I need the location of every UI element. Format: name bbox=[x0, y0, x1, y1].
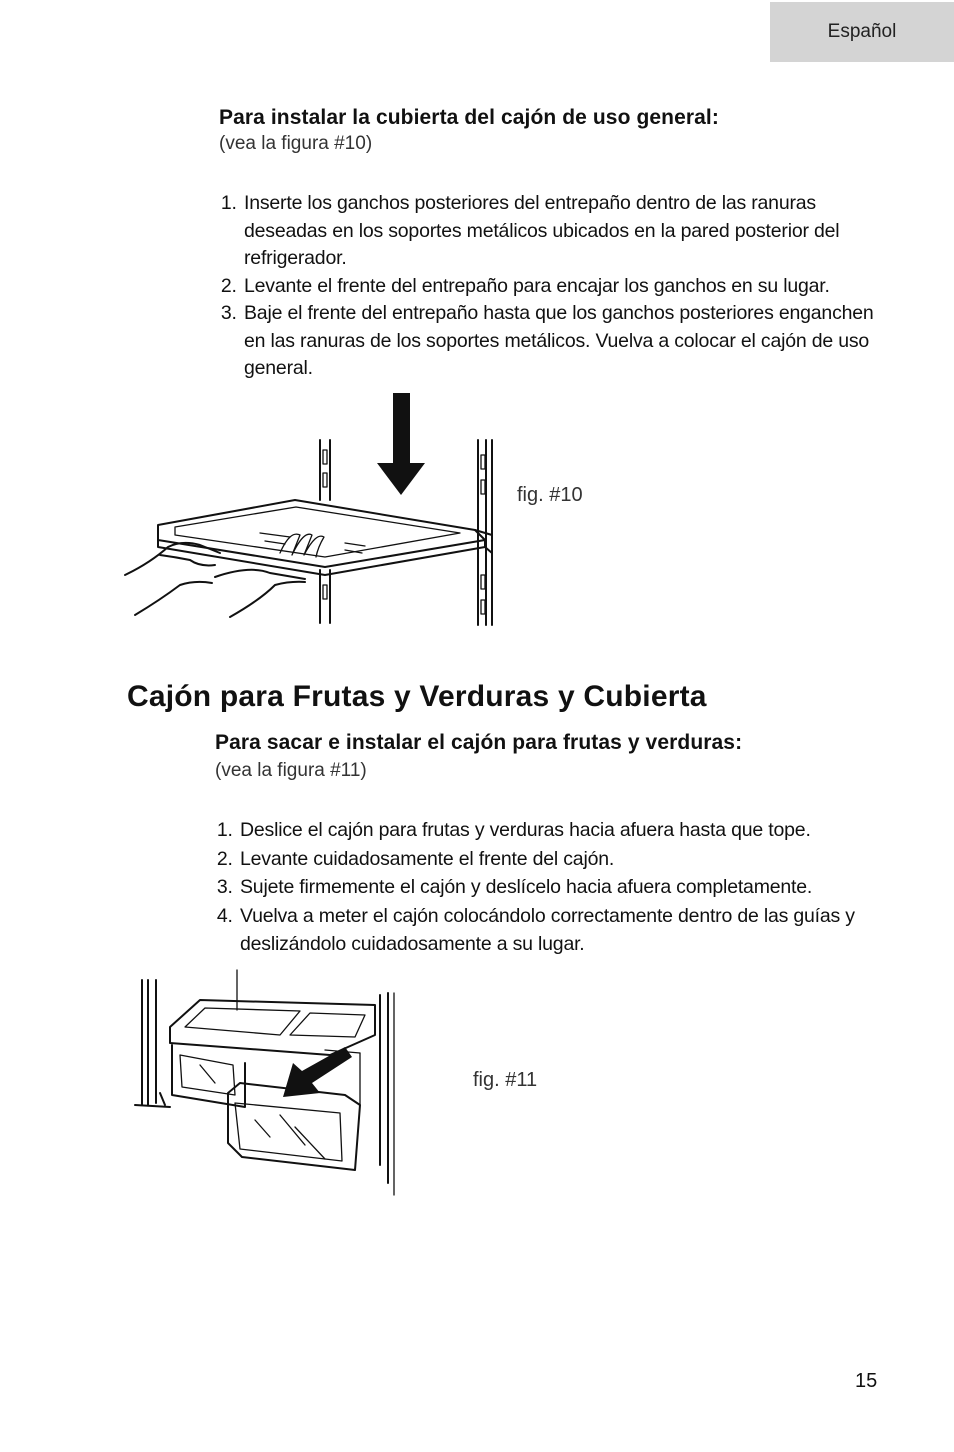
crisper-drawer-illustration bbox=[130, 965, 400, 1200]
language-tab: Español bbox=[770, 2, 954, 62]
list-item: 2. Levante cuidadosamente el frente del cajón. bbox=[238, 845, 898, 874]
shelf-installation-illustration bbox=[120, 385, 510, 630]
crisper-steps bbox=[214, 816, 898, 959]
figure-reference: (vea la figura #11) bbox=[215, 760, 367, 781]
install-cover-steps bbox=[218, 190, 892, 383]
figure-caption: fig. #11 bbox=[473, 1069, 538, 1091]
list-item: 4. Vuelva a meter el cajón colocándolo correctamente dentro de las guías y deslizándolo cuidadosamente a su lugar. bbox=[238, 902, 898, 959]
page-title: Cajón para Frutas y Verduras y Cubierta bbox=[127, 680, 707, 713]
figure-reference: (vea la figura #10) bbox=[219, 133, 373, 154]
section-heading-install-cover: Para instalar la cubierta del cajón de uso general: bbox=[219, 106, 719, 129]
figure-caption: fig. #10 bbox=[517, 484, 583, 506]
list-item: 1. Deslice el cajón para frutas y verduras hacia afuera hasta que tope. bbox=[238, 816, 898, 845]
list-item: 1. Inserte los ganchos posteriores del entrepaño dentro de las ranuras deseadas en los soportes metálicos ubicados en la pared posterior del refrigerador. bbox=[242, 190, 892, 273]
page-number: 15 bbox=[855, 1370, 878, 1392]
list-item: 3. Sujete firmemente el cajón y deslícelo hacia afuera completamente. bbox=[238, 873, 898, 902]
list-item: 2. Levante el frente del entrepaño para encajar los ganchos en su lugar. bbox=[242, 273, 892, 301]
section-heading-crisper: Para sacar e instalar el cajón para frutas y verduras: bbox=[215, 731, 743, 754]
list-item: 3. Baje el frente del entrepaño hasta que los ganchos posteriores enganchen en las ranuras de los soportes metálicos. Vuelva a colocar el cajón de uso general. bbox=[242, 300, 892, 383]
